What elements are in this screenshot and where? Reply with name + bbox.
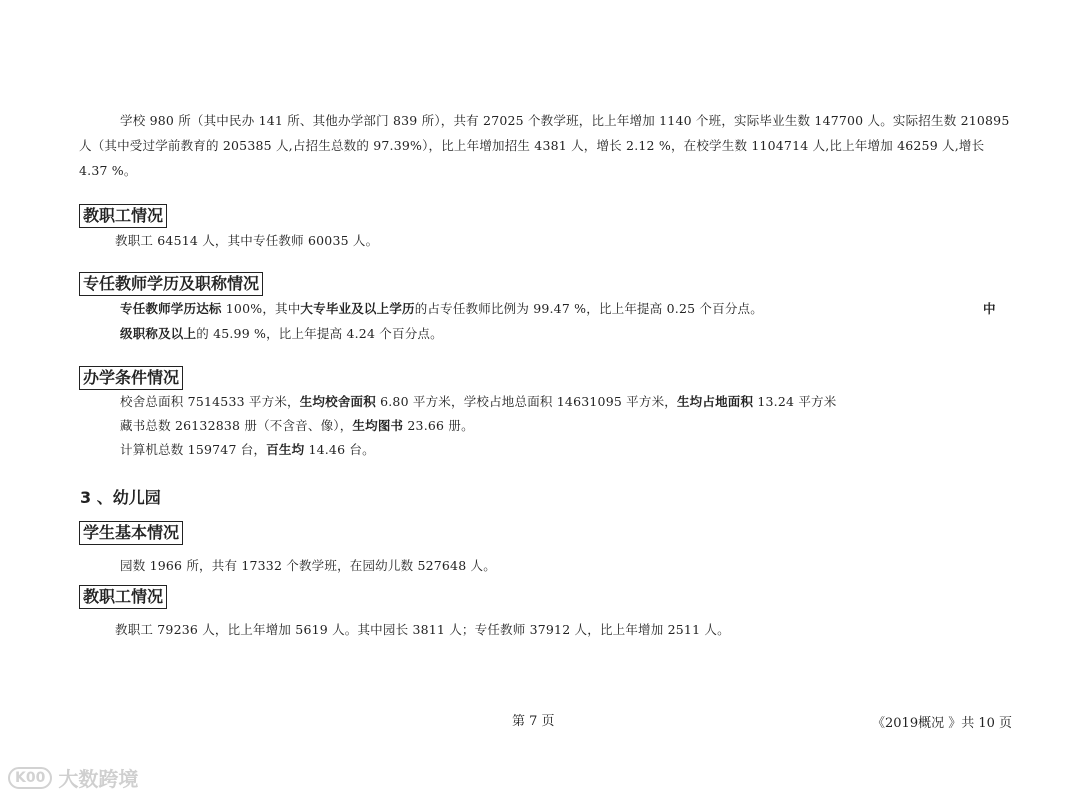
bold-term: 生均校舍面积 xyxy=(299,394,376,409)
teacher-qualification-heading: 专任教师学历及职称情况 xyxy=(79,272,263,296)
student-basics-heading: 学生基本情况 xyxy=(79,521,183,545)
school-stats-line-2: 人（其中受过学前教育的 205385 人,占招生总数的 97.39%），比上年增加招生 4381 人，增长 2.12 %，在校学生数 1104714 人,比上年增加 46259 人,增长 xyxy=(79,138,985,153)
document-page-count: 《2019概况 》共 10 页 xyxy=(872,716,1013,731)
bold-term: 百生均 xyxy=(266,442,305,457)
page-number: 第 7 页 xyxy=(512,714,555,729)
school-conditions-line-3: 计算机总数 159747 台，百生均 14.46 台。 xyxy=(120,442,375,457)
bold-term: 生均图书 xyxy=(352,418,404,433)
watermark-logo-icon: K00 xyxy=(8,767,52,789)
school-conditions-heading: 办学条件情况 xyxy=(79,366,183,390)
teacher-qualification-line-1-end xyxy=(983,296,996,321)
bold-term: 专任教师学历达标 xyxy=(120,301,222,316)
school-conditions-line-1: 校舍总面积 7514533 平方米，生均校舍面积 6.80 平方米，学校占地总面积 14631095 平方米，生均占地面积 13.24 平方米 xyxy=(120,394,837,409)
bold-term: 级职称及以上 xyxy=(120,326,197,341)
teacher-qualification-line-1: 专任教师学历达标 100%，其中大专毕业及以上学历的占专任教师比例为 99.47 %，比上年提高 0.25 个百分点。 xyxy=(120,301,763,316)
school-conditions-line-2: 藏书总数 26132838 册（不含音、像），生均图书 23.66 册。 xyxy=(120,418,474,433)
bold-term: 大专毕业及以上学历 xyxy=(300,301,415,316)
school-stats-line-3: 4.37 %。 xyxy=(79,163,137,178)
kindergarten-section-title: 3 、幼儿园 xyxy=(80,488,161,507)
school-stats-line-1: 学校 980 所（其中民办 141 所、其他办学部门 839 所），共有 27025 个教学班，比上年增加 1140 个班，实际毕业生数 147700 人。实际招生数 210895 xyxy=(120,113,1010,128)
kinder-staff-heading: 教职工情况 xyxy=(79,585,167,609)
watermark-text: 大数跨境 xyxy=(58,767,139,791)
staff-heading: 教职工情况 xyxy=(79,204,167,228)
watermark xyxy=(8,763,138,792)
bold-term: 中 xyxy=(983,301,996,316)
staff-text: 教职工 64514 人，其中专任教师 60035 人。 xyxy=(115,233,379,248)
teacher-qualification-line-2: 级职称及以上的 45.99 %，比上年提高 4.24 个百分点。 xyxy=(120,326,443,341)
bold-term: 生均占地面积 xyxy=(676,394,754,409)
student-basics-text: 园数 1966 所，共有 17332 个教学班，在园幼儿数 527648 人。 xyxy=(120,558,496,573)
kinder-staff-text: 教职工 79236 人，比上年增加 5619 人。其中园长 3811 人；专任教师 37912 人，比上年增加 2511 人。 xyxy=(115,622,730,637)
